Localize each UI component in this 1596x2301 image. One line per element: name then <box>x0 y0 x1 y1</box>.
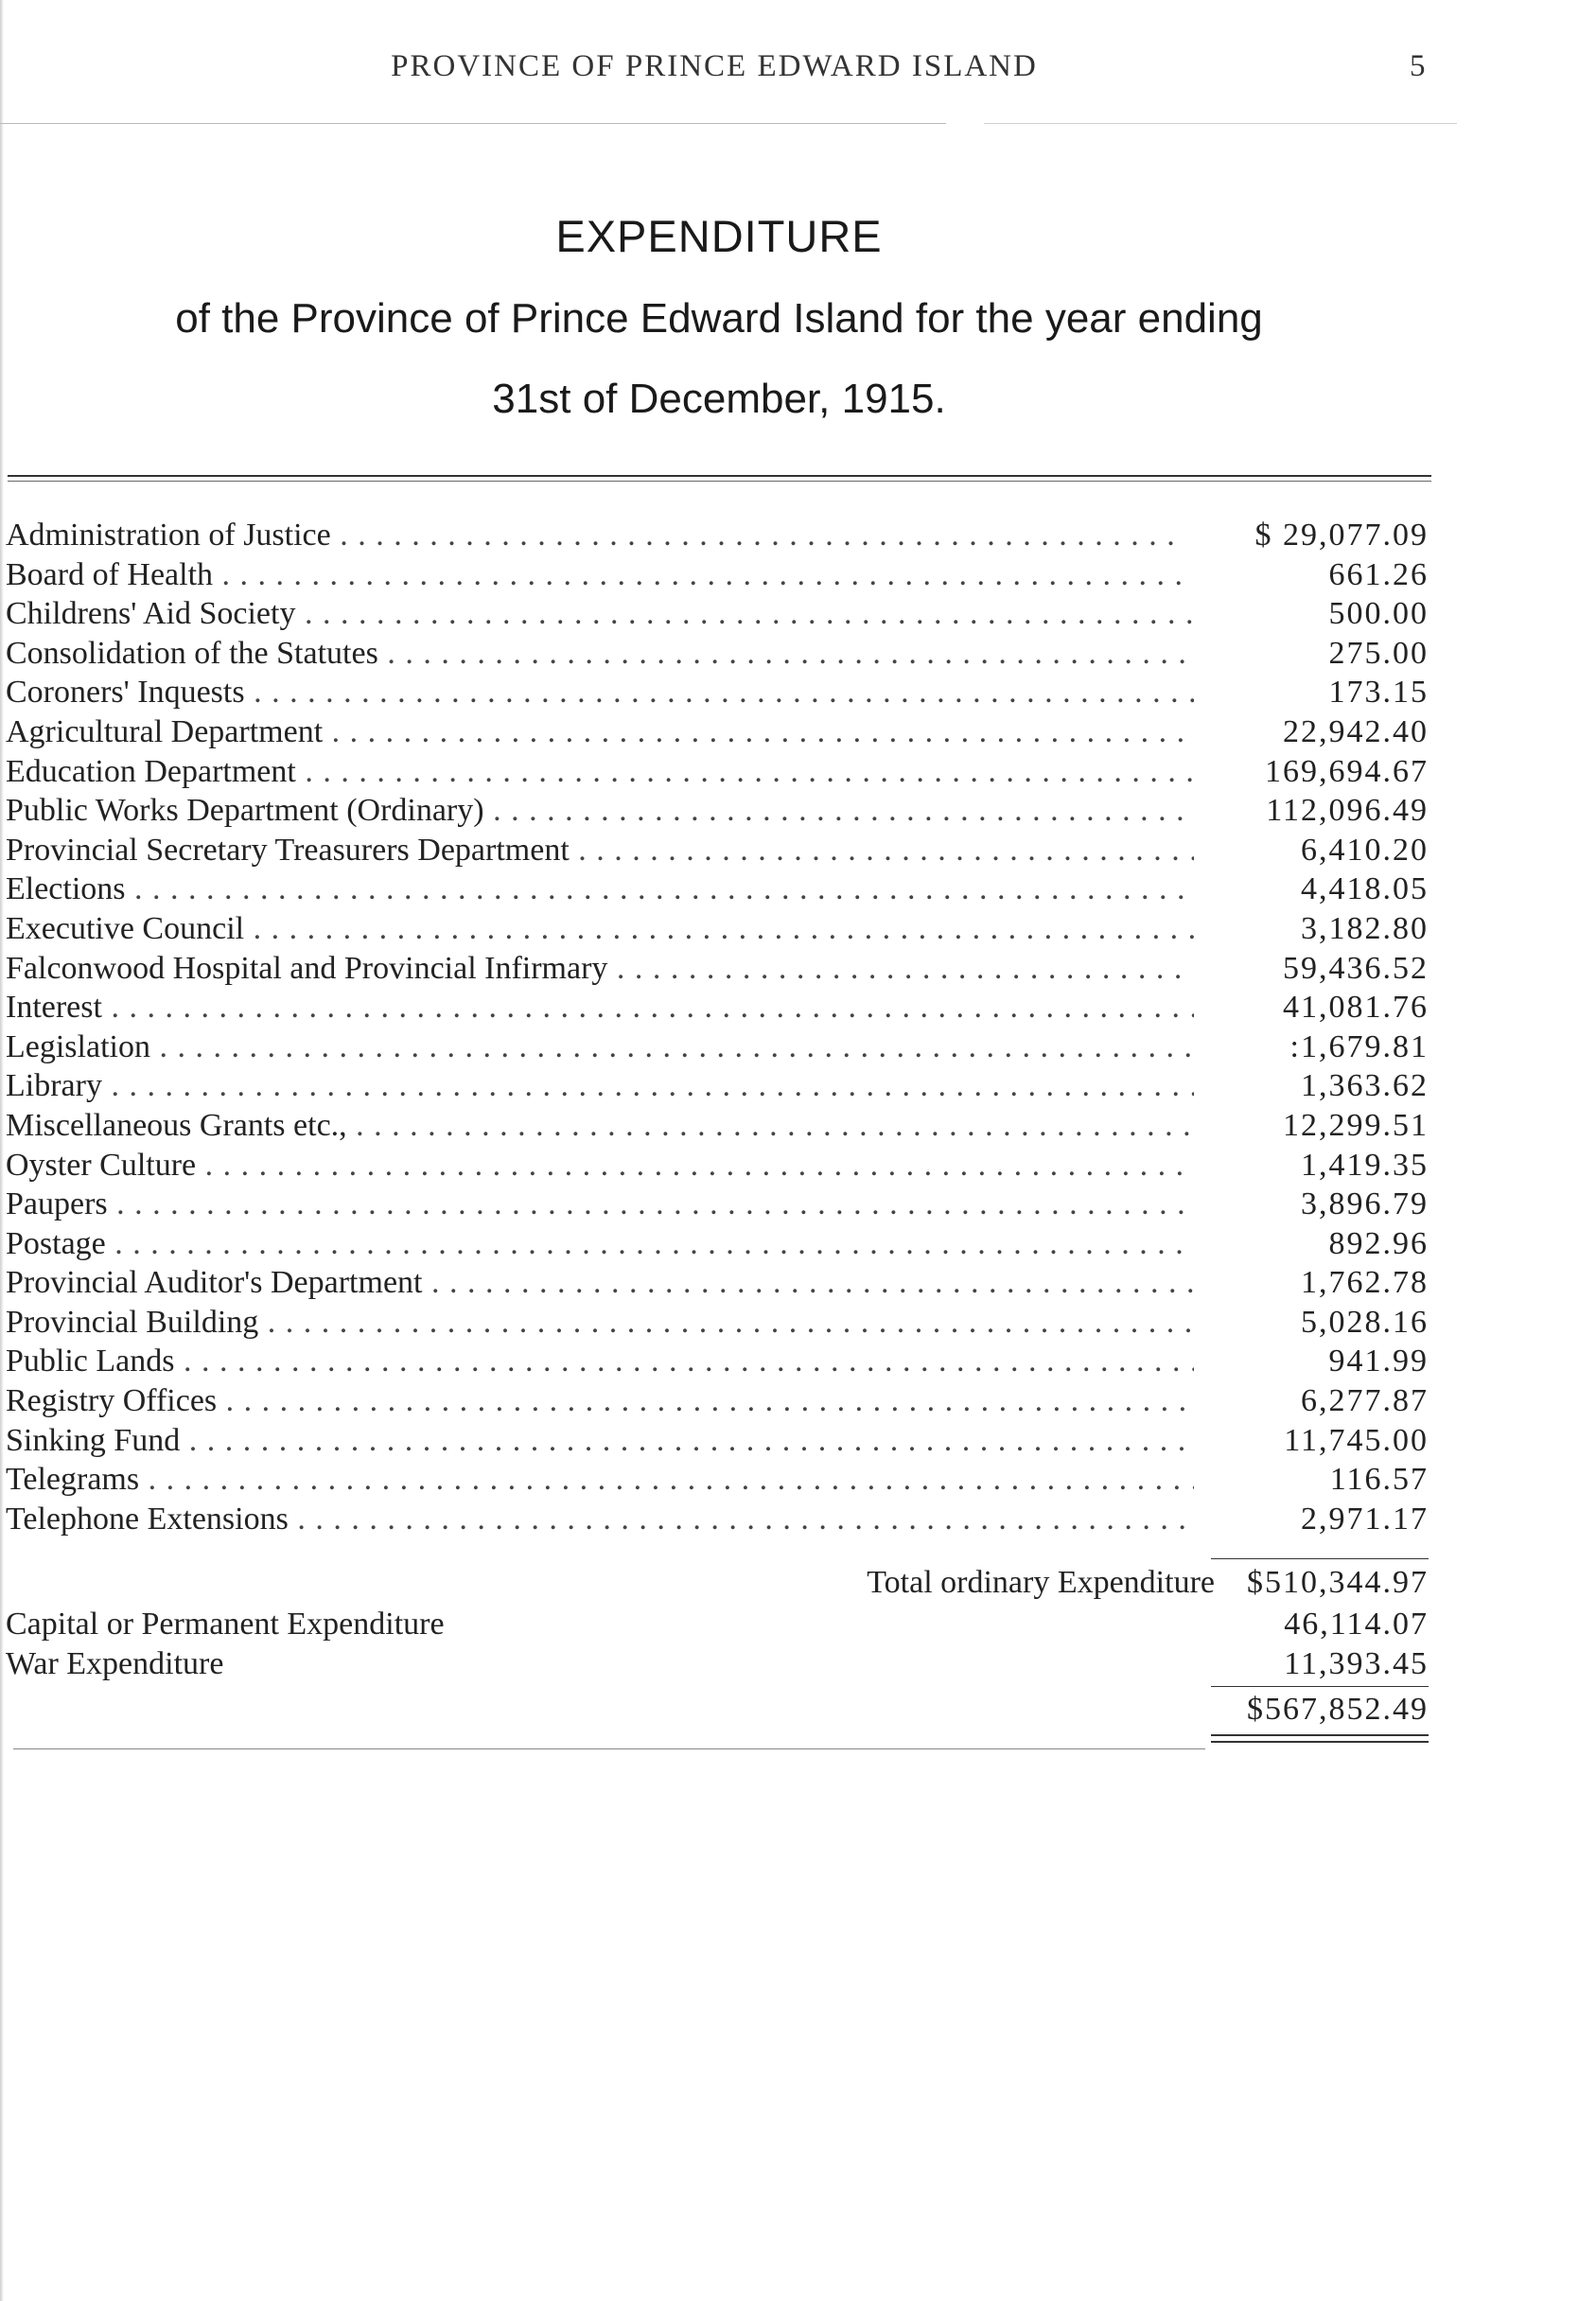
table-bottom-rule <box>13 1748 1205 1749</box>
capital-expenditure-label: Capital or Permanent Expenditure <box>6 1607 445 1642</box>
row-label: Registry Offices . . . <box>6 1381 1198 1421</box>
row-amount: 11,745.00 <box>1194 1421 1429 1461</box>
row-label: Telephone Extensions . . . <box>6 1500 1198 1539</box>
expenditure-row <box>6 869 1434 909</box>
grand-total-amount: $567,852.49 <box>1247 1692 1429 1727</box>
expenditure-row <box>6 752 1434 792</box>
table-top-rule-inner <box>8 481 1431 482</box>
row-amount: 116.57 <box>1194 1460 1429 1500</box>
expenditure-row <box>6 1421 1434 1461</box>
row-amount: 41,081.76 <box>1194 988 1429 1028</box>
row-label: Oyster Culture . . . <box>6 1146 1198 1186</box>
row-amount: :1,679.81 <box>1194 1028 1429 1067</box>
war-expenditure-label: War Expenditure <box>6 1646 224 1681</box>
expenditure-row <box>6 1106 1434 1146</box>
row-label: Legislation . . . <box>6 1028 1198 1067</box>
header-rule-right <box>984 123 1457 124</box>
row-label: Provincial Building . . . <box>6 1303 1198 1343</box>
row-amount: 3,182.80 <box>1194 909 1429 949</box>
row-amount: 941.99 <box>1194 1342 1429 1381</box>
row-amount: 1,419.35 <box>1194 1146 1429 1186</box>
grand-total-row <box>6 1690 1434 1730</box>
expenditure-row <box>6 831 1434 870</box>
row-amount: 892.96 <box>1194 1224 1429 1264</box>
row-label: Board of Health . . . <box>6 555 1198 595</box>
row-label: Coroners' Inquests . . . <box>6 673 1198 712</box>
row-amount: 112,096.49 <box>1194 791 1429 831</box>
page-number: 5 <box>1410 49 1426 83</box>
row-label: Public Lands . . . <box>6 1342 1198 1381</box>
row-amount: 4,418.05 <box>1194 869 1429 909</box>
expenditure-row <box>6 634 1434 674</box>
row-amount: 12,299.51 <box>1194 1106 1429 1146</box>
row-label: Consolidation of the Statutes . . . <box>6 634 1198 674</box>
expenditure-row <box>6 1303 1434 1343</box>
running-title: PROVINCE OF PRINCE EDWARD ISLAND <box>391 49 1038 83</box>
subtotal-rule <box>1211 1558 1429 1559</box>
expenditure-row <box>6 1066 1434 1106</box>
capital-expenditure-row <box>6 1605 1434 1644</box>
row-label: Falconwood Hospital and Provincial Infirmary . . . <box>6 949 1198 989</box>
expenditure-row <box>6 673 1434 712</box>
expenditure-row <box>6 555 1434 595</box>
row-amount: 22,942.40 <box>1194 712 1429 752</box>
page-subtitle-date: 31st of December, 1915. <box>492 376 946 422</box>
expenditure-row <box>6 1224 1434 1264</box>
expenditure-row <box>6 1263 1434 1303</box>
row-label: Postage . . . <box>6 1224 1198 1264</box>
expenditure-row <box>6 1185 1434 1224</box>
expenditure-row <box>6 516 1434 555</box>
row-amount: 1,762.78 <box>1194 1263 1429 1303</box>
row-amount: 2,971.17 <box>1194 1500 1429 1539</box>
row-label: Public Works Department (Ordinary) . . . <box>6 791 1198 831</box>
war-expenditure-row <box>6 1644 1434 1684</box>
page-title: EXPENDITURE <box>555 211 883 261</box>
row-amount: $ 29,077.09 <box>1175 516 1429 555</box>
expenditure-row <box>6 1460 1434 1500</box>
row-amount: 500.00 <box>1194 594 1429 634</box>
row-label: Executive Council . . . <box>6 909 1198 949</box>
row-label: Administration of Justice . . . <box>6 516 1198 555</box>
row-label: Miscellaneous Grants etc., . . . <box>6 1106 1198 1146</box>
row-amount: 169,694.67 <box>1194 752 1429 792</box>
row-amount: 275.00 <box>1194 634 1429 674</box>
expenditure-row <box>6 594 1434 634</box>
war-expenditure-amount: 11,393.45 <box>1284 1646 1429 1681</box>
expenditure-row <box>6 1500 1434 1539</box>
row-amount: 6,277.87 <box>1194 1381 1429 1421</box>
expenditure-row <box>6 712 1434 752</box>
row-amount: 3,896.79 <box>1194 1185 1429 1224</box>
row-amount: 5,028.16 <box>1194 1303 1429 1343</box>
table-top-rule <box>8 475 1431 477</box>
row-amount: 1,363.62 <box>1194 1066 1429 1106</box>
row-label: Provincial Secretary Treasurers Department . . . <box>6 831 1198 870</box>
row-label: Agricultural Department . . . <box>6 712 1198 752</box>
row-label: Sinking Fund . . . <box>6 1421 1198 1461</box>
running-header <box>0 49 1596 97</box>
row-label: Interest . . . <box>6 988 1198 1028</box>
row-amount: 59,436.52 <box>1194 949 1429 989</box>
grand-total-double-rule-bottom <box>1211 1741 1429 1743</box>
ordinary-total-amount: $510,344.97 <box>1247 1565 1429 1600</box>
row-label: Elections . . . <box>6 869 1198 909</box>
page-edge <box>0 0 4 2301</box>
row-label: Education Department . . . <box>6 752 1198 792</box>
expenditure-row <box>6 949 1434 989</box>
page-subtitle: of the Province of Prince Edward Island for the year ending <box>175 295 1263 342</box>
expenditure-row <box>6 791 1434 831</box>
expenditure-list <box>6 516 1434 1538</box>
ordinary-total-row <box>6 1563 1434 1603</box>
row-amount: 6,410.20 <box>1194 831 1429 870</box>
expenditure-row <box>6 909 1434 949</box>
row-label: Childrens' Aid Society . . . <box>6 594 1198 634</box>
grand-total-top-rule <box>1211 1686 1429 1687</box>
row-amount: 173.15 <box>1194 673 1429 712</box>
expenditure-row <box>6 1342 1434 1381</box>
row-label: Telegrams . . . <box>6 1460 1198 1500</box>
capital-expenditure-amount: 46,114.07 <box>1284 1607 1429 1642</box>
row-amount: 661.26 <box>1194 555 1429 595</box>
header-rule <box>0 123 946 124</box>
ordinary-total-label: Total ordinary Expenditure <box>867 1565 1215 1600</box>
expenditure-row <box>6 1381 1434 1421</box>
grand-total-double-rule-top <box>1211 1734 1429 1736</box>
row-label: Library . . . <box>6 1066 1198 1106</box>
expenditure-row <box>6 988 1434 1028</box>
expenditure-row <box>6 1146 1434 1186</box>
expenditure-row <box>6 1028 1434 1067</box>
row-label: Provincial Auditor's Department . . . <box>6 1263 1198 1303</box>
row-label: Paupers . . . <box>6 1185 1198 1224</box>
